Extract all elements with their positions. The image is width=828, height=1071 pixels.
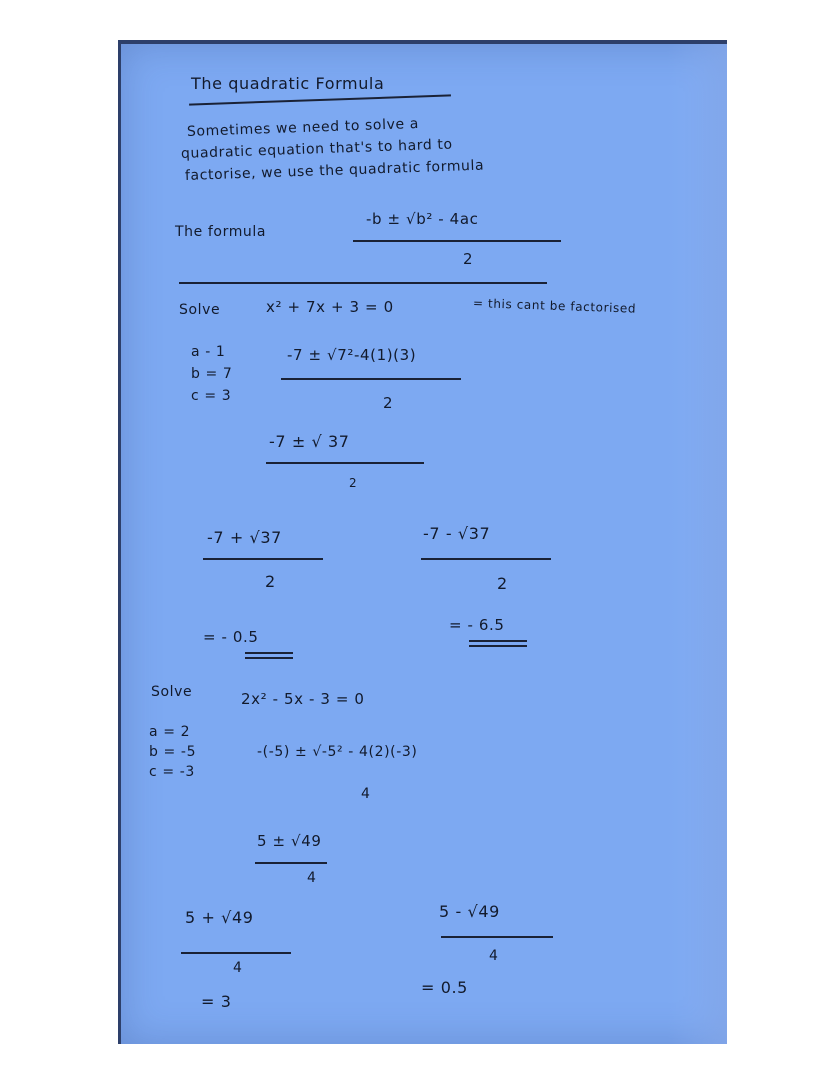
formula-numerator: -b ± √b² - 4ac [366, 210, 479, 228]
coef-a-2: a = 2 [149, 724, 191, 740]
ex2-minus-bar [441, 936, 553, 938]
ex2-step1-numerator: -(-5) ± √-5² - 4(2)(-3) [257, 744, 418, 760]
ex2-plus-numerator: 5 + √49 [185, 908, 254, 927]
ex2-plus-bar [181, 952, 291, 954]
solve-label-2: Solve [151, 684, 193, 700]
intro-line-1: Sometimes we need to solve a [186, 115, 420, 140]
coef-b-1: b = 7 [191, 366, 233, 382]
ex1-plus-denominator: 2 [265, 572, 276, 591]
ex1-step2-bar [266, 462, 424, 464]
ex1-step2-numerator: -7 ± √ 37 [269, 432, 350, 451]
ex2-plus-result: = 3 [201, 992, 232, 1011]
ex2-step2-denominator: 4 [307, 870, 317, 886]
solve-label-1: Solve [179, 302, 221, 318]
coef-a-1: a - 1 [191, 344, 226, 360]
coef-c-2: c = -3 [149, 764, 195, 780]
ex1-step2-denominator: 2 [349, 476, 358, 490]
ex1-minus-bar [421, 558, 551, 560]
ex2-step2-numerator: 5 ± √49 [257, 832, 322, 850]
ex1-plus-bar [203, 558, 323, 560]
ex2-minus-denominator: 4 [489, 948, 499, 964]
ex2-minus-result: = 0.5 [421, 978, 468, 997]
ex2-minus-numerator: 5 - √49 [439, 902, 500, 921]
ex1-minus-numerator: -7 - √37 [423, 524, 491, 543]
title-underline [189, 94, 451, 105]
equation-1-note: = this cant be factorised [472, 296, 637, 316]
notebook-page [118, 40, 727, 1044]
coef-b-2: b = -5 [149, 744, 197, 760]
ex1-step1-numerator: -7 ± √7²-4(1)(3) [287, 346, 417, 364]
formula-fraction-bar [353, 240, 561, 242]
equation-2: 2x² - 5x - 3 = 0 [241, 690, 365, 708]
ex1-step1-denominator: 2 [383, 394, 394, 412]
coef-c-1: c = 3 [191, 388, 232, 404]
intro-line-2: quadratic equation that's to hard to [180, 136, 453, 162]
ex1-plus-numerator: -7 + √37 [207, 528, 282, 547]
ex1-step1-bar [281, 378, 461, 380]
ex2-plus-denominator: 4 [233, 960, 243, 976]
ex2-step1-denominator: 4 [361, 786, 371, 802]
ex1-minus-result: = - 6.5 [449, 616, 505, 634]
formula-denominator: 2 [463, 250, 474, 268]
ex2-step2-bar [255, 862, 327, 864]
section-divider [179, 282, 547, 284]
page-title: The quadratic Formula [191, 74, 385, 93]
intro-line-3: factorise, we use the quadratic formula [184, 157, 485, 184]
equation-1: x² + 7x + 3 = 0 [266, 298, 394, 316]
formula-label: The formula [175, 224, 267, 240]
ex1-plus-result: = - 0.5 [203, 628, 259, 646]
ex1-minus-denominator: 2 [497, 574, 508, 593]
